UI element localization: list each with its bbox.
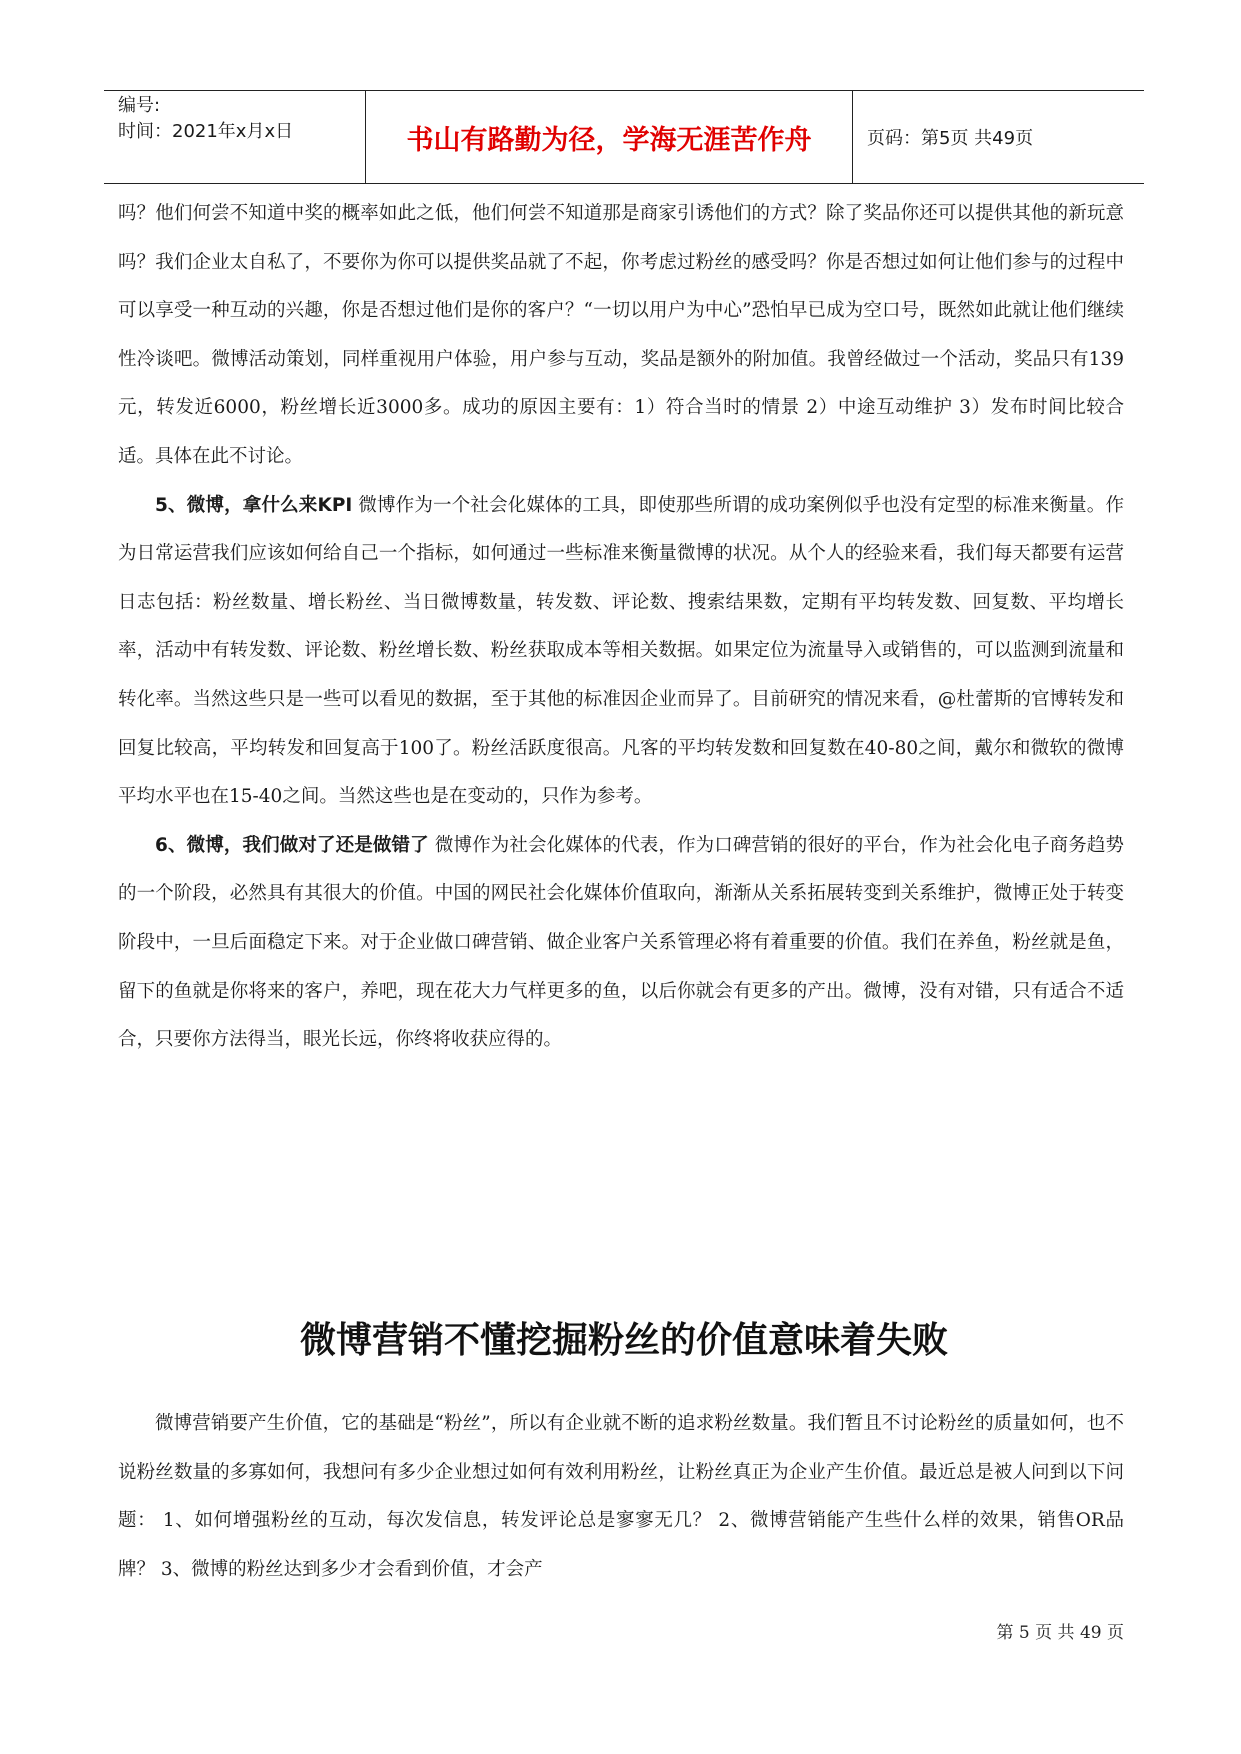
document-time-label: 时间：2021年x月x日: [118, 121, 294, 142]
header-page-label: 页码：第5页 共49页: [867, 128, 1034, 149]
heading-kpi: 5、微博，拿什么来KPI: [155, 494, 353, 516]
paragraph-right-or-wrong-text: 微博作为社会化媒体的代表，作为口碑营销的很好的平台，作为社会化电子商务趋势的一个阶段，必然具有其很大的价值。中国的网民社会化媒体价值取向，渐渐从关系拓展转变到关系维护，微博正处于转变阶段中，一旦后面稳定下来。对于企业做口碑营销、做企业客户关系管理必将有着重要的价值。我们在养鱼，粉丝就是鱼，留下的鱼就是你将来的客户，养吧，现在花大力气样更多的鱼，以后你就会有更多的产出。微博，没有对错，只有适合不适合，只要你方法得当，眼光长远，你终将收获应得的。: [118, 834, 1125, 1051]
header-left-cell: [104, 91, 366, 183]
section-2-body: [118, 1400, 1124, 1594]
heading-right-or-wrong: 6、微博，我们做对了还是做错了: [155, 834, 429, 856]
page-footer: 第 5 页 共 49 页: [996, 1623, 1124, 1643]
section-1-body: [118, 190, 1124, 1065]
section-2-title: 微博营销不懂挖掘粉丝的价值意味着失败: [299, 1320, 948, 1361]
paragraph-right-or-wrong: [118, 822, 1124, 1065]
paragraph-fans-value: 微博营销要产生价值，它的基础是“粉丝”，所以有企业就不断的追求粉丝数量。我们暂且不讨论粉丝的质量如何，也不说粉丝数量的多寡如何，我想问有多少企业想过如何有效利用粉丝，让粉丝真正为企业产生价值。最近总是被人问到以下问题： 1、如何增强粉丝的互动，每次发信息，转发评论总是寥寥无几？ 2、微博营销能产生些什么样的效果，销售OR品牌？ 3、微博的粉丝达到多少才会看到价值，才会产: [118, 1413, 1124, 1580]
page-header: [104, 90, 1144, 184]
header-motto: 书山有路勤为径，学海无涯苦作舟: [366, 91, 853, 183]
paragraph-kpi: [118, 482, 1124, 822]
paragraph-continuation: 吗？他们何尝不知道中奖的概率如此之低，他们何尝不知道那是商家引诱他们的方式？除了奖品你还可以提供其他的新玩意吗？我们企业太自私了，不要你为你可以提供奖品就了不起，你考虑过粉丝的感受吗？你是否想过如何让他们参与的过程中可以享受一种互动的兴趣，你是否想过他们是你的客户？“一切以用户为中心”恐怕早已成为空口号，既然如此就让他们继续性冷谈吧。微博活动策划，同样重视用户体验，用户参与互动，奖品是额外的附加值。我曾经做过一个活动，奖品只有139元，转发近6000，粉丝增长近3000多。成功的原因主要有：1）符合当时的情景 2）中途互动维护 3）发布时间比较合适。具体在此不讨论。: [118, 203, 1124, 467]
document-number-label: 编号:: [118, 95, 161, 116]
paragraph-kpi-text: 微博作为一个社会化媒体的工具，即使那些所谓的成功案例似乎也没有定型的标准来衡量。作为日常运营我们应该如何给自己一个指标，如何通过一些标准来衡量微博的状况。从个人的经验来看，我们每天都要有运营日志包括：粉丝数量、增长粉丝、当日微博数量，转发数、评论数、搜索结果数，定期有平均转发数、回复数、平均增长率，活动中有转发数、评论数、粉丝增长数、粉丝获取成本等相关数据。如果定位为流量导入或销售的，可以监测到流量和转化率。当然这些只是一些可以看见的数据，至于其他的标准因企业而异了。目前研究的情况来看，@杜蕾斯的官博转发和回复比较高，平均转发和回复高于100了。粉丝活跃度很高。凡客的平均转发数和回复数在40-80之间，戴尔和微软的微博平均水平也在15-40之间。当然这些也是在变动的，只作为参考。: [118, 494, 1124, 808]
